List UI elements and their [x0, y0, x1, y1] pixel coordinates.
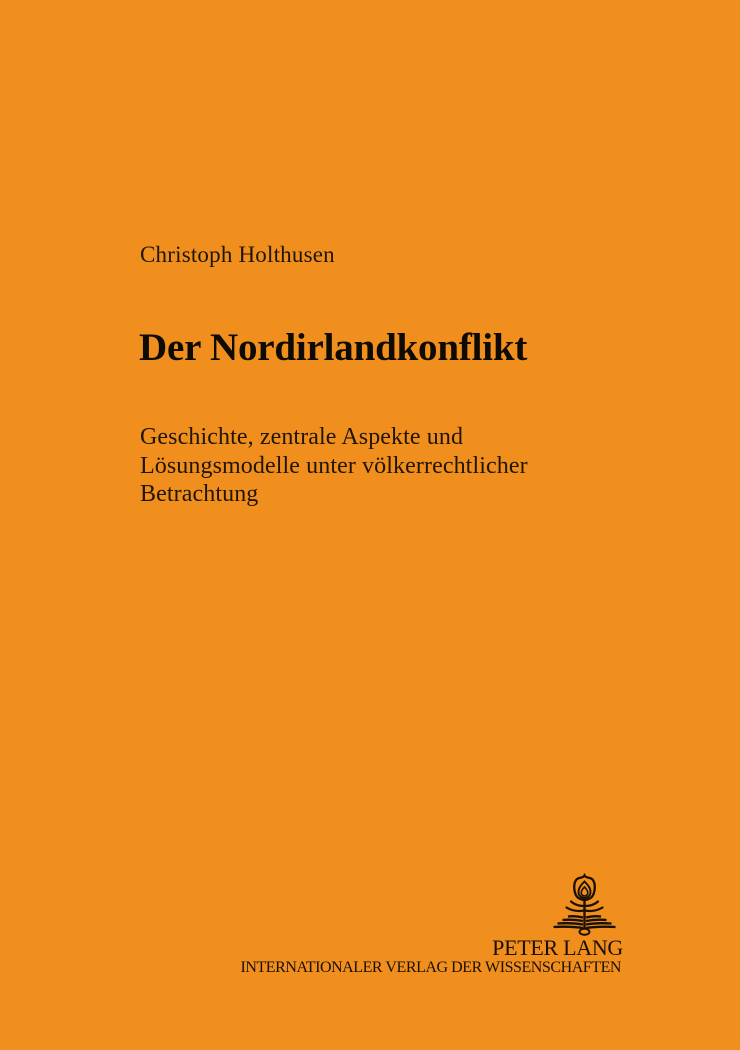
publisher-logo-icon: [551, 872, 618, 936]
publisher-tagline: INTERNATIONALER VERLAG DER WISSENSCHAFTEN: [240, 959, 621, 976]
publisher-name: PETER LANG: [492, 935, 623, 960]
subtitle-line: Lösungsmodelle unter völkerrechtlicher: [140, 452, 528, 479]
author-name: Christoph Holthusen: [140, 242, 335, 267]
subtitle-line: Geschichte, zentrale Aspekte und: [140, 424, 464, 450]
book-title: Der Nordirlandkonflikt: [139, 326, 528, 369]
book-subtitle: [140, 423, 528, 509]
subtitle-line: Betrachtung: [140, 481, 259, 507]
